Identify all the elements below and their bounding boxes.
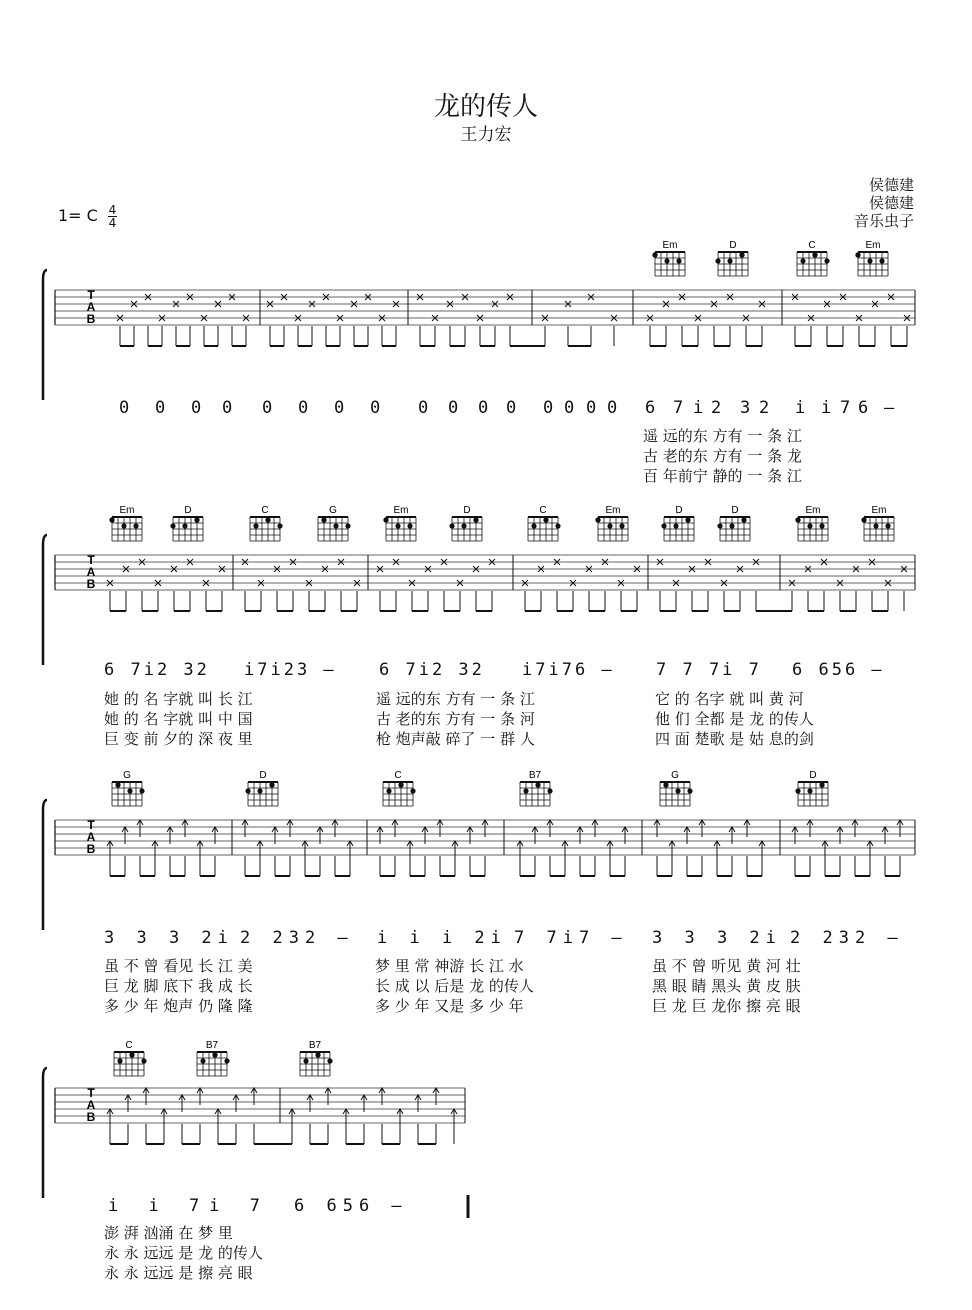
tab-letter: A [86,565,96,579]
chord-diagram [520,770,553,806]
finger-dot [200,1058,205,1063]
chord-name: Em [119,505,135,516]
chord-diagram [245,770,278,806]
lyric-line: 遥 远的东 方有 一 条 江 [376,690,535,708]
finger-dot [663,782,668,787]
rest-note: 0 [448,398,459,418]
finger-dot [619,523,624,528]
tab-letter: B [86,842,96,856]
numbered-notation-system-4 [0,1196,972,1218]
tab-staff-system-3 [43,800,915,930]
rest-note: 0 [543,398,554,418]
system-bracket [43,1068,47,1198]
rest-note: 0 [506,398,517,418]
rest-note: 0 [478,398,489,418]
finger-dot [885,523,890,528]
finger-dot [812,252,817,257]
finger-dot [607,523,612,528]
finger-dot [461,523,466,528]
rest-note: 0 [370,398,381,418]
finger-dot [115,782,120,787]
lyric-line: 遥 远的东 方有 一 条 江 [643,427,802,445]
strum-arrow [822,841,828,858]
strum-arrow [167,827,173,844]
finger-dot [224,1058,229,1063]
chord-name: D [259,770,267,781]
strum-arrow [547,820,553,837]
finger-dot [547,788,552,793]
strum-arrow [882,827,888,844]
finger-dot [395,523,400,528]
chord-diagram [717,505,750,541]
note-group: 6 656 – [294,1196,408,1216]
strum-arrow [684,827,690,844]
chord-diagram [715,240,748,276]
strum-arrow [152,841,158,858]
finger-dot [109,517,114,522]
finger-dot [807,523,812,528]
strum-arrow [307,1095,313,1112]
tab-staff-system-1 [43,270,915,400]
lyric-line: 百 年前宁 静的 一 条 江 [643,467,802,485]
tab-letter: T [87,553,95,567]
strum-arrow [107,1109,113,1126]
song-artist: 王力宏 [460,125,512,145]
strum-arrow [451,1109,457,1126]
chord-diagram [109,505,142,541]
finger-dot [807,788,812,793]
chord-diagram [595,505,628,541]
finger-dot [523,788,528,793]
finger-dot [715,258,720,263]
strum-arrow [392,820,398,837]
finger-dot [269,782,274,787]
finger-dot [819,782,824,787]
chord-diagram [795,505,828,541]
chord-diagrams-system-2 [109,505,894,541]
finger-dot [867,258,872,263]
finger-dot [327,1058,332,1063]
finger-dot [595,517,600,522]
note: i [795,398,806,418]
lyrics-system-1 [0,425,972,491]
lyrics-system-3 [0,955,972,1021]
chord-diagram [660,770,693,806]
note: 7 [840,398,851,418]
strum-arrow [654,820,660,837]
chord-name: D [731,505,739,516]
chord-diagram [661,505,694,541]
finger-dot [141,1058,146,1063]
rest-note: 0 [222,398,233,418]
finger-dot [535,782,540,787]
finger-dot [133,523,138,528]
strum-arrow [699,820,705,837]
finger-dot [277,523,282,528]
strum-arrow [592,820,598,837]
lyric-line: 永 永 远远 是 龙 的传人 [104,1244,263,1262]
strum-arrow [415,1095,421,1112]
note-group: 3 3 3 2i [104,928,234,948]
system-bracket [43,800,47,930]
note-group: i i 7i 7 [108,1196,270,1216]
rest-note: 0 [155,398,166,418]
tab-letter: B [86,312,96,326]
finger-dot [398,782,403,787]
chord-diagram [170,505,203,541]
finger-dot [194,517,199,522]
finger-dot [245,788,250,793]
finger-dot [664,258,669,263]
finger-dot [861,517,866,522]
rest-note: 0 [334,398,345,418]
chord-name: G [329,505,337,516]
finger-dot [555,523,560,528]
strum-arrow [437,820,443,837]
chord-name: Em [871,505,887,516]
lyric-line: 永 永 远远 是 擦 亮 眼 [104,1264,253,1282]
song-title: 龙的传人 [433,92,538,122]
rest-note: 0 [191,398,202,418]
note-group: 2 232 – [240,928,354,948]
note: 2 [759,398,770,418]
finger-dot [170,523,175,528]
strum-arrow [897,820,903,837]
lyric-line: 虽 不 曾 看见 长 江 美 [104,957,253,975]
chord-diagrams-system-4 [114,1040,333,1076]
strum-arrow [577,827,583,844]
numbered-notation-system-2 [0,660,972,682]
time-signature-bottom: 4 [108,216,117,230]
note: – [884,398,895,418]
strum-arrow [197,1088,203,1105]
note-group: i7i23 – [244,660,337,680]
strum-arrow [242,820,248,837]
strum-arrow [622,827,628,844]
strum-arrow [161,1109,167,1126]
finger-dot [685,517,690,522]
strum-arrow [837,827,843,844]
time-signature [108,204,117,229]
finger-dot [687,788,692,793]
strum-arrow [452,841,458,858]
strum-arrow [759,841,765,858]
chord-diagram [112,770,145,806]
strum-arrow [379,1088,385,1105]
lyric-line: 她 的 名 字就 叫 长 江 [104,690,253,708]
strum-arrow [317,827,323,844]
lyric-line: 多 少 年 又是 多 少 年 [375,997,524,1015]
chord-name: C [125,1040,133,1051]
strum-arrow [325,1088,331,1105]
tab-letter: A [86,300,96,314]
rest-note: 0 [119,398,130,418]
strum-arrow [122,827,128,844]
note: 3 [740,398,751,418]
chord-diagram [528,505,561,541]
finger-dot [383,517,388,522]
finger-dot [321,517,326,522]
finger-dot [139,788,144,793]
strum-arrow [669,841,675,858]
lyric-line: 它 的 名字 就 叫 黄 河 [655,690,804,708]
finger-dot [449,523,454,528]
strum-arrow [422,827,428,844]
chord-diagram [797,240,830,276]
note-group: i7i76 – [522,660,615,680]
finger-dot [652,252,657,257]
strum-arrow [251,1088,257,1105]
chord-diagram [250,505,283,541]
chord-name: D [809,770,817,781]
note-group: 6 7i2 32 [104,660,210,680]
tab-letter: A [86,830,96,844]
note: i [693,398,704,418]
strum-arrow [107,841,113,858]
strum-arrow [714,841,720,858]
lyric-line: 古 老的东 方有 一 条 龙 [643,447,802,465]
chord-name: C [808,240,816,251]
finger-dot [117,1058,122,1063]
strum-arrow [433,1088,439,1105]
tab-staff-system-2 [43,535,915,665]
finger-dot [739,252,744,257]
chord-diagram [383,505,416,541]
arranger-credit: 音乐虫子 [853,212,914,230]
chord-name: Em [605,505,621,516]
strum-arrow [867,841,873,858]
note: i [821,398,832,418]
finger-dot [257,788,262,793]
chord-diagram [449,505,482,541]
finger-dot [717,523,722,528]
strum-arrow [347,841,353,858]
tab-letter: T [87,288,95,302]
strum-arrow [125,1095,131,1112]
finger-dot [795,517,800,522]
strum-arrow [361,1095,367,1112]
key-signature: 1= C [58,206,98,225]
chord-diagram [652,240,685,276]
strum-arrow [212,827,218,844]
lyric-line: 虽 不 曾 听见 黄 河 壮 [652,957,801,975]
finger-dot [303,1058,308,1063]
chord-name: Em [805,505,821,516]
chord-name: C [539,505,547,516]
note: 6 [858,398,869,418]
lyric-line: 多 少 年 炮声 仍 隆 隆 [104,997,253,1015]
lyric-line: 她 的 名 字就 叫 中 国 [104,710,253,728]
rest-note: 0 [586,398,597,418]
lyric-line: 枪 炮声敲 碎了 一 群 人 [376,730,535,748]
finger-dot [345,523,350,528]
finger-dot [410,788,415,793]
tab-letter: B [86,577,96,591]
rest-note: 0 [564,398,575,418]
numbered-notation-system-3 [0,928,972,950]
finger-dot [824,258,829,263]
lyric-line: 巨 龙 巨 龙你 擦 亮 眼 [652,997,801,1015]
finger-dot [473,517,478,522]
lyric-line: 巨 龙 脚 底下 我 成 长 [104,977,253,995]
lyric-line: 梦 里 常 神游 长 江 水 [375,957,524,975]
chord-name: D [184,505,192,516]
note: 7 [673,398,684,418]
finger-dot [129,1052,134,1057]
chord-name: C [394,770,402,781]
finger-dot [407,523,412,528]
system-bracket [43,270,47,400]
strum-arrow [807,820,813,837]
note-group: 7 7i7 – [514,928,628,948]
note-group: i i i 2i [377,928,507,948]
finger-dot [727,258,732,263]
chord-diagram [114,1040,147,1076]
strum-arrow [744,820,750,837]
chord-diagram [318,505,351,541]
strum-arrow [302,841,308,858]
finger-dot [873,523,878,528]
chord-diagram [300,1040,333,1076]
note: 6 [645,398,656,418]
strum-arrow [287,820,293,837]
finger-dot [543,517,548,522]
note-group: 7 7 7i 7 [656,660,762,680]
strum-arrow [562,841,568,858]
lyric-line: 他 们 全都 是 龙 的传人 [655,710,814,728]
note-group: 6 656 – [792,660,885,680]
strum-arrow [792,827,798,844]
chord-name: D [675,505,683,516]
chord-diagram [855,240,888,276]
rest-note: 0 [262,398,273,418]
finger-dot [182,523,187,528]
strum-arrow [272,827,278,844]
finger-dot [729,523,734,528]
note-group: 3 3 3 2i [652,928,782,948]
finger-dot [315,1052,320,1057]
finger-dot [253,523,258,528]
numbered-notation-system-1 [0,398,972,420]
chord-name: Em [662,240,678,251]
strum-arrow [532,827,538,844]
rest-note: 0 [418,398,429,418]
finger-dot [661,523,666,528]
chord-name: Em [865,240,881,251]
lyric-line: 古 老的东 方有 一 条 河 [376,710,535,728]
strum-arrow [143,1088,149,1105]
finger-dot [265,517,270,522]
strum-arrow [332,820,338,837]
chord-diagrams-system-3 [112,770,828,806]
finger-dot [676,258,681,263]
system-bracket [43,535,47,665]
chord-diagram [795,770,828,806]
strum-arrow [233,1095,239,1112]
chord-name: C [261,505,269,516]
strum-arrow [407,841,413,858]
strum-arrow [607,841,613,858]
chord-diagram [383,770,416,806]
chord-name: B7 [308,1040,322,1051]
finger-dot [795,788,800,793]
finger-dot [333,523,338,528]
strum-arrow [197,841,203,858]
time-signature-top: 4 [108,203,117,217]
strum-arrow [343,1109,349,1126]
lyrics-system-2 [0,688,972,754]
lyric-line: 黑 眼 睛 黑头 黄 皮 肤 [652,977,801,995]
note: 2 [711,398,722,418]
note-group: 6 7i2 32 [379,660,485,680]
lyrics-system-4 [0,1222,972,1288]
finger-dot [675,788,680,793]
finger-dot [819,523,824,528]
strum-arrow [289,1109,295,1126]
finger-dot [879,258,884,263]
strum-arrow [215,1109,221,1126]
lyricist-credit: 侯德建 [868,176,914,194]
chord-name: D [729,240,737,251]
strum-arrow [179,1095,185,1112]
rest-note: 0 [298,398,309,418]
tab-letter: B [86,1110,96,1124]
finger-dot [741,517,746,522]
strum-arrow [517,841,523,858]
lyric-line: 澎 湃 汹涌 在 梦 里 [104,1224,233,1242]
tab-letter: T [87,818,95,832]
finger-dot [121,523,126,528]
chord-name: G [671,770,679,781]
strum-arrow [482,820,488,837]
strum-arrow [852,820,858,837]
finger-dot [386,788,391,793]
strum-arrow [467,827,473,844]
chord-diagrams-system-1 [652,240,888,276]
chord-diagram [861,505,894,541]
chord-diagram [197,1040,230,1076]
credits [854,176,914,230]
lyric-line: 长 成 以 后是 龙 的传人 [375,977,534,995]
tab-letter: A [86,1098,96,1112]
finger-dot [531,523,536,528]
chord-name: B7 [528,770,542,781]
finger-dot [127,788,132,793]
composer-credit: 侯德建 [868,194,914,212]
tab-letter: T [87,1086,95,1100]
lyric-line: 四 面 楚歌 是 姑 息的剑 [655,730,814,748]
lyric-line: 巨 变 前 夕的 深 夜 里 [104,730,253,748]
chord-name: Em [393,505,409,516]
chord-name: B7 [205,1040,219,1051]
finger-dot [212,1052,217,1057]
chord-name: D [463,505,471,516]
rest-note: 0 [607,398,618,418]
strum-arrow [729,827,735,844]
strum-arrow [397,1109,403,1126]
note-group: 2 232 – [790,928,904,948]
strum-arrow [137,820,143,837]
strum-arrow [182,820,188,837]
strum-arrow [257,841,263,858]
chord-name: G [123,770,131,781]
finger-dot [673,523,678,528]
finger-dot [800,258,805,263]
finger-dot [855,252,860,257]
strum-arrow [377,827,383,844]
